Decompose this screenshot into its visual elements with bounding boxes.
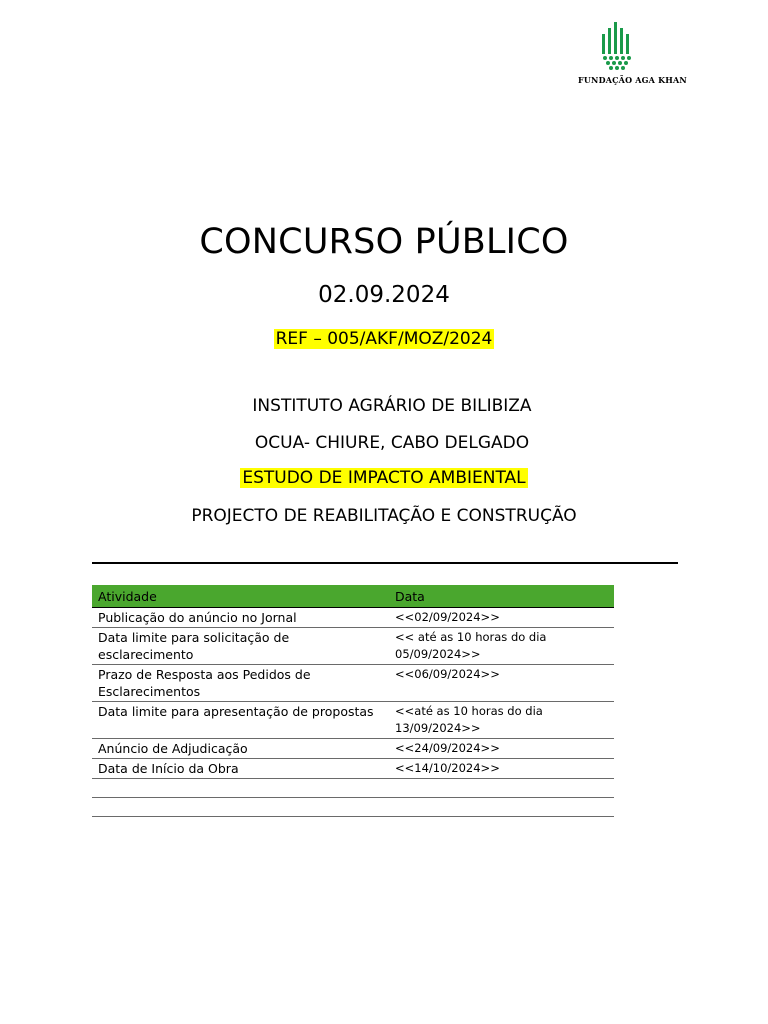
table-row <box>92 608 614 628</box>
empty-cell <box>92 798 389 817</box>
study-title: ESTUDO DE IMPACTO AMBIENTAL <box>242 468 526 488</box>
activity-cell: Data limite para solicitação de esclarecimento <box>92 628 389 665</box>
study-title-line <box>0 468 768 488</box>
table-row <box>92 759 614 779</box>
activity-cell: Publicação do anúncio no Jornal <box>92 608 389 628</box>
empty-cell <box>389 798 614 817</box>
location: OCUA- CHIURE, CABO DELGADO <box>254 433 530 453</box>
page-title: CONCURSO PÚBLICO <box>199 222 569 262</box>
date-cell: <<14/10/2024>> <box>389 759 614 779</box>
header-date: Data <box>389 585 614 608</box>
date-cell: <<06/09/2024>> <box>389 665 614 702</box>
date-cell: <<até as 10 horas do dia 13/09/2024>> <box>389 702 614 739</box>
table-row <box>92 739 614 759</box>
logo-text: FUNDAÇÃO AGA KHAN <box>578 75 687 85</box>
document-date: 02.09.2024 <box>318 282 450 308</box>
divider <box>92 562 678 564</box>
date-cell: <<02/09/2024>> <box>389 608 614 628</box>
table-row <box>92 628 614 665</box>
table-row <box>92 665 614 702</box>
schedule-table <box>92 585 614 817</box>
reference-line <box>0 329 768 349</box>
project-title: PROJECTO DE REABILITAÇÃO E CONSTRUÇÃO <box>191 506 577 526</box>
empty-cell <box>92 779 389 798</box>
aga-khan-foundation-logo-icon <box>601 20 633 72</box>
logo <box>578 20 687 90</box>
activity-cell: Data de Início da Obra <box>92 759 389 779</box>
reference-number: REF – 005/AKF/MOZ/2024 <box>275 329 493 349</box>
activity-cell: Prazo de Resposta aos Pedidos de Esclarecimentos <box>92 665 389 702</box>
table-header-row <box>92 585 614 608</box>
empty-row <box>92 798 614 817</box>
date-cell: << até as 10 horas do dia 05/09/2024>> <box>389 628 614 665</box>
activity-cell: Data limite para apresentação de propostas <box>92 702 389 739</box>
activity-cell: Anúncio de Adjudicação <box>92 739 389 759</box>
empty-row <box>92 779 614 798</box>
empty-cell <box>389 779 614 798</box>
date-cell: <<24/09/2024>> <box>389 739 614 759</box>
header-activity: Atividade <box>92 585 389 608</box>
table-row <box>92 702 614 739</box>
institution-name: INSTITUTO AGRÁRIO DE BILIBIZA <box>252 396 532 416</box>
